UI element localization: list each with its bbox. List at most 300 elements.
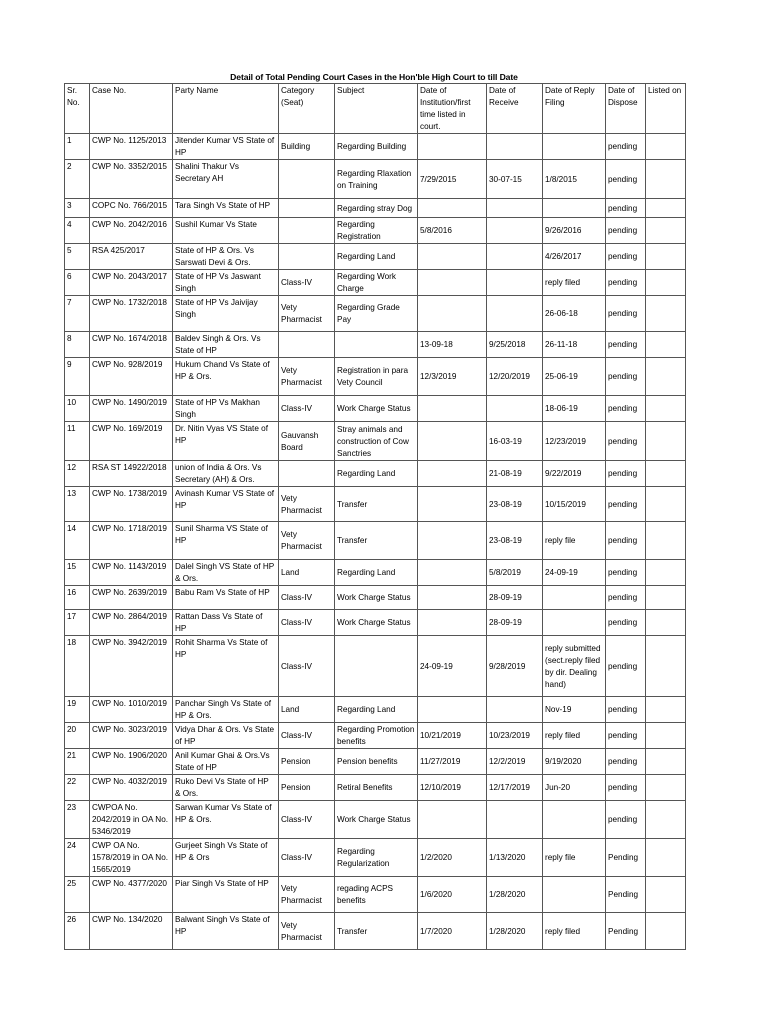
- cell-receive: 23-08-19: [487, 487, 543, 522]
- cell-dispose: pending: [606, 560, 646, 586]
- cell-case: CWP No. 2043/2017: [90, 270, 173, 296]
- cell-party: Rohit Sharma Vs State of HP: [173, 636, 279, 697]
- cell-listed: [646, 839, 686, 877]
- cell-sr: 23: [65, 801, 90, 839]
- cell-receive: 1/28/2020: [487, 877, 543, 913]
- cell-case: RSA ST 14922/2018: [90, 461, 173, 487]
- cell-subject: Work Charge Status: [335, 610, 418, 636]
- cell-institution: 13-09-18: [418, 332, 487, 358]
- table-row: [65, 461, 686, 487]
- cell-reply: reply filed: [543, 913, 606, 950]
- cell-party: Tara Singh Vs State of HP: [173, 199, 279, 218]
- cell-case: CWP No. 4377/2020: [90, 877, 173, 913]
- cell-reply: 9/19/2020: [543, 749, 606, 775]
- table-row: [65, 877, 686, 913]
- cell-subject: regading ACPS benefits: [335, 877, 418, 913]
- cell-category: Vety Pharmacist: [279, 877, 335, 913]
- cell-subject: Regarding Registration: [335, 218, 418, 244]
- cell-listed: [646, 749, 686, 775]
- cell-party: Dalel Singh VS State of HP & Ors.: [173, 560, 279, 586]
- cell-case: CWP No. 1490/2019: [90, 396, 173, 422]
- cell-party: Shalini Thakur Vs Secretary AH: [173, 160, 279, 199]
- cell-category: Gauvansh Board: [279, 422, 335, 461]
- cell-receive: 1/13/2020: [487, 839, 543, 877]
- cell-sr: 3: [65, 199, 90, 218]
- cell-case: CWP No. 1906/2020: [90, 749, 173, 775]
- header-sr-no: Sr. No.: [65, 84, 90, 134]
- cell-dispose: pending: [606, 296, 646, 332]
- cell-receive: 1/28/2020: [487, 913, 543, 950]
- cell-institution: 5/8/2016: [418, 218, 487, 244]
- cell-institution: [418, 586, 487, 610]
- cell-case: CWP No. 1732/2018: [90, 296, 173, 332]
- cell-party: Vidya Dhar & Ors. Vs State of HP: [173, 723, 279, 749]
- cell-reply: [543, 801, 606, 839]
- cell-subject: Registration in para Vety Council: [335, 358, 418, 396]
- cell-dispose: pending: [606, 697, 646, 723]
- cell-institution: 1/2/2020: [418, 839, 487, 877]
- cell-party: State of HP Vs Makhan Singh: [173, 396, 279, 422]
- table-row: [65, 199, 686, 218]
- cell-subject: Regarding Promotion benefits: [335, 723, 418, 749]
- cell-receive: [487, 244, 543, 270]
- cell-institution: [418, 270, 487, 296]
- cell-institution: 12/10/2019: [418, 775, 487, 801]
- cell-sr: 2: [65, 160, 90, 199]
- table-row: [65, 610, 686, 636]
- cell-subject: [335, 332, 418, 358]
- cell-reply: [543, 877, 606, 913]
- cell-category: [279, 244, 335, 270]
- cell-subject: Regarding Building: [335, 134, 418, 160]
- cell-listed: [646, 877, 686, 913]
- cell-category: Class-IV: [279, 396, 335, 422]
- cell-dispose: pending: [606, 775, 646, 801]
- cell-institution: [418, 134, 487, 160]
- cell-category: [279, 218, 335, 244]
- cell-sr: 6: [65, 270, 90, 296]
- cell-category: Vety Pharmacist: [279, 296, 335, 332]
- cell-listed: [646, 560, 686, 586]
- cell-reply: [543, 586, 606, 610]
- cell-receive: [487, 199, 543, 218]
- cell-reply: 4/26/2017: [543, 244, 606, 270]
- cell-listed: [646, 270, 686, 296]
- table-row: [65, 487, 686, 522]
- cell-listed: [646, 913, 686, 950]
- cell-category: Class-IV: [279, 839, 335, 877]
- cell-reply: 25-06-19: [543, 358, 606, 396]
- cell-reply: 1/8/2015: [543, 160, 606, 199]
- cell-institution: [418, 801, 487, 839]
- cell-receive: 23-08-19: [487, 522, 543, 560]
- cell-reply: 9/22/2019: [543, 461, 606, 487]
- cell-listed: [646, 801, 686, 839]
- cell-sr: 10: [65, 396, 90, 422]
- table-row: [65, 723, 686, 749]
- cell-dispose: pending: [606, 199, 646, 218]
- cell-subject: Regarding Grade Pay: [335, 296, 418, 332]
- table-row: [65, 270, 686, 296]
- cell-reply: [543, 610, 606, 636]
- cell-category: Pension: [279, 775, 335, 801]
- cell-receive: [487, 296, 543, 332]
- header-listed-on: Listed on: [646, 84, 686, 134]
- cell-listed: [646, 244, 686, 270]
- cell-sr: 15: [65, 560, 90, 586]
- cell-party: Sarwan Kumar Vs State of HP & Ors.: [173, 801, 279, 839]
- cell-listed: [646, 610, 686, 636]
- cell-party: Avinash Kumar VS State of HP: [173, 487, 279, 522]
- cell-reply: Nov-19: [543, 697, 606, 723]
- cell-sr: 12: [65, 461, 90, 487]
- cell-category: Class-IV: [279, 636, 335, 697]
- document-title: Detail of Total Pending Court Cases in the Hon'ble High Court to till Date: [230, 72, 518, 82]
- cell-receive: [487, 801, 543, 839]
- cell-case: CWP No. 2864/2019: [90, 610, 173, 636]
- cell-dispose: pending: [606, 332, 646, 358]
- cell-listed: [646, 522, 686, 560]
- cell-listed: [646, 358, 686, 396]
- cell-sr: 7: [65, 296, 90, 332]
- cell-sr: 18: [65, 636, 90, 697]
- cell-reply: reply filed: [543, 270, 606, 296]
- cell-reply: 9/26/2016: [543, 218, 606, 244]
- cell-case: CWP No. 1143/2019: [90, 560, 173, 586]
- cell-listed: [646, 775, 686, 801]
- cell-category: Pension: [279, 749, 335, 775]
- cell-party: union of India & Ors. Vs Secretary (AH) & Ors.: [173, 461, 279, 487]
- cell-dispose: pending: [606, 270, 646, 296]
- cell-sr: 1: [65, 134, 90, 160]
- cell-institution: [418, 461, 487, 487]
- cell-listed: [646, 487, 686, 522]
- cell-listed: [646, 160, 686, 199]
- table-row: [65, 218, 686, 244]
- cell-subject: Regarding Land: [335, 461, 418, 487]
- cell-listed: [646, 461, 686, 487]
- cell-dispose: Pending: [606, 877, 646, 913]
- cell-receive: [487, 218, 543, 244]
- cell-subject: Regarding Land: [335, 244, 418, 270]
- cell-case: CWP No. 1010/2019: [90, 697, 173, 723]
- cell-sr: 16: [65, 586, 90, 610]
- cell-subject: Transfer: [335, 913, 418, 950]
- table-row: [65, 801, 686, 839]
- cell-sr: 8: [65, 332, 90, 358]
- cell-case: CWP No. 2639/2019: [90, 586, 173, 610]
- cell-party: State of HP Vs Jaswant Singh: [173, 270, 279, 296]
- cell-party: Baldev Singh & Ors. Vs State of HP: [173, 332, 279, 358]
- table-row: [65, 134, 686, 160]
- table-row: [65, 586, 686, 610]
- cell-receive: 30-07-15: [487, 160, 543, 199]
- cell-dispose: pending: [606, 422, 646, 461]
- header-date-of-dispose: Date of Dispose: [606, 84, 646, 134]
- cell-institution: 1/7/2020: [418, 913, 487, 950]
- cell-dispose: pending: [606, 636, 646, 697]
- header-date-of-receive: Date of Receive: [487, 84, 543, 134]
- cell-subject: Stray animals and construction of Cow Sanctries: [335, 422, 418, 461]
- cell-reply: 10/15/2019: [543, 487, 606, 522]
- cell-sr: 25: [65, 877, 90, 913]
- cell-dispose: pending: [606, 358, 646, 396]
- cell-dispose: pending: [606, 160, 646, 199]
- cell-case: CWP No. 1674/2018: [90, 332, 173, 358]
- cell-party: Balwant Singh Vs State of HP: [173, 913, 279, 950]
- cell-receive: 9/25/2018: [487, 332, 543, 358]
- cell-party: Sunil Sharma VS State of HP: [173, 522, 279, 560]
- pending-cases-table: [64, 83, 686, 950]
- cell-category: Land: [279, 560, 335, 586]
- cell-category: [279, 160, 335, 199]
- header-case-no: Case No.: [90, 84, 173, 134]
- table-row: [65, 160, 686, 199]
- cell-dispose: pending: [606, 487, 646, 522]
- cell-receive: 28-09-19: [487, 610, 543, 636]
- header-row: [65, 84, 686, 134]
- cell-subject: Regarding Regularization: [335, 839, 418, 877]
- cell-institution: [418, 522, 487, 560]
- cell-case: CWP No. 928/2019: [90, 358, 173, 396]
- cell-case: CWPOA No. 2042/2019 in OA No. 5346/2019: [90, 801, 173, 839]
- cell-receive: 21-08-19: [487, 461, 543, 487]
- cell-reply: reply filed: [543, 723, 606, 749]
- cell-dispose: pending: [606, 134, 646, 160]
- table-row: [65, 560, 686, 586]
- header-date-of-institution: Date of Institution/first time listed in court.: [418, 84, 487, 134]
- cell-sr: 22: [65, 775, 90, 801]
- cell-party: State of HP Vs Jaivijay Singh: [173, 296, 279, 332]
- table-row: [65, 358, 686, 396]
- cell-receive: 28-09-19: [487, 586, 543, 610]
- cell-dispose: pending: [606, 396, 646, 422]
- cell-category: [279, 332, 335, 358]
- cell-category: Class-IV: [279, 586, 335, 610]
- cell-sr: 14: [65, 522, 90, 560]
- cell-case: CWP No. 1738/2019: [90, 487, 173, 522]
- cell-case: RSA 425/2017: [90, 244, 173, 270]
- cell-institution: [418, 560, 487, 586]
- cell-institution: 12/3/2019: [418, 358, 487, 396]
- cell-reply: reply file: [543, 522, 606, 560]
- table-row: [65, 396, 686, 422]
- header-subject: Subject: [335, 84, 418, 134]
- cell-listed: [646, 218, 686, 244]
- cell-reply: 26-06-18: [543, 296, 606, 332]
- table-row: [65, 332, 686, 358]
- cell-party: Jitender Kumar VS State of HP: [173, 134, 279, 160]
- cell-receive: 12/2/2019: [487, 749, 543, 775]
- cell-sr: 9: [65, 358, 90, 396]
- cell-subject: Regarding Land: [335, 560, 418, 586]
- cell-sr: 5: [65, 244, 90, 270]
- table-row: [65, 749, 686, 775]
- cell-sr: 20: [65, 723, 90, 749]
- cell-institution: 10/21/2019: [418, 723, 487, 749]
- cell-reply: [543, 199, 606, 218]
- cell-case: CWP No. 2042/2016: [90, 218, 173, 244]
- cell-receive: 9/28/2019: [487, 636, 543, 697]
- cell-listed: [646, 636, 686, 697]
- table-row: [65, 839, 686, 877]
- cell-party: Sushil Kumar Vs State: [173, 218, 279, 244]
- cell-listed: [646, 332, 686, 358]
- cell-subject: Pension benefits: [335, 749, 418, 775]
- table-row: [65, 913, 686, 950]
- cell-subject: Work Charge Status: [335, 396, 418, 422]
- table-row: [65, 697, 686, 723]
- cell-subject: Regarding stray Dog: [335, 199, 418, 218]
- cell-case: CWP No. 3942/2019: [90, 636, 173, 697]
- cell-dispose: pending: [606, 218, 646, 244]
- cell-institution: 1/6/2020: [418, 877, 487, 913]
- cell-reply: reply file: [543, 839, 606, 877]
- cell-receive: [487, 134, 543, 160]
- cell-dispose: Pending: [606, 913, 646, 950]
- header-category: Category (Seat): [279, 84, 335, 134]
- cell-listed: [646, 199, 686, 218]
- cell-listed: [646, 697, 686, 723]
- cell-receive: 10/23/2019: [487, 723, 543, 749]
- cell-subject: Work Charge Status: [335, 586, 418, 610]
- cell-party: Ruko Devi Vs State of HP & Ors.: [173, 775, 279, 801]
- cell-reply: [543, 134, 606, 160]
- cell-institution: 7/29/2015: [418, 160, 487, 199]
- cell-category: Vety Pharmacist: [279, 358, 335, 396]
- cell-case: COPC No. 766/2015: [90, 199, 173, 218]
- cell-subject: Work Charge Status: [335, 801, 418, 839]
- cell-category: Vety Pharmacist: [279, 522, 335, 560]
- cell-dispose: Pending: [606, 839, 646, 877]
- cell-institution: 24-09-19: [418, 636, 487, 697]
- cell-category: [279, 461, 335, 487]
- cell-listed: [646, 422, 686, 461]
- table-body: [65, 84, 686, 950]
- cell-listed: [646, 134, 686, 160]
- cell-receive: [487, 396, 543, 422]
- cell-institution: [418, 199, 487, 218]
- cell-institution: [418, 487, 487, 522]
- table-row: [65, 636, 686, 697]
- cell-dispose: pending: [606, 801, 646, 839]
- cell-sr: 24: [65, 839, 90, 877]
- cell-listed: [646, 296, 686, 332]
- cell-category: Class-IV: [279, 270, 335, 296]
- cell-category: [279, 199, 335, 218]
- cell-receive: [487, 270, 543, 296]
- cell-party: Rattan Dass Vs State of HP: [173, 610, 279, 636]
- cell-subject: Transfer: [335, 522, 418, 560]
- table-row: [65, 522, 686, 560]
- header-date-of-reply-filing: Date of Reply Filing: [543, 84, 606, 134]
- cell-case: CWP No. 134/2020: [90, 913, 173, 950]
- table-row: [65, 244, 686, 270]
- cell-subject: [335, 636, 418, 697]
- cell-dispose: pending: [606, 244, 646, 270]
- cell-category: Vety Pharmacist: [279, 487, 335, 522]
- cell-subject: Regarding Land: [335, 697, 418, 723]
- cell-sr: 11: [65, 422, 90, 461]
- header-party-name: Party Name: [173, 84, 279, 134]
- cell-category: Class-IV: [279, 723, 335, 749]
- cell-reply: 26-11-18: [543, 332, 606, 358]
- cell-reply: 24-09-19: [543, 560, 606, 586]
- cell-party: Anil Kumar Ghai & Ors.Vs State of HP: [173, 749, 279, 775]
- cell-case: CWP No. 3023/2019: [90, 723, 173, 749]
- cell-case: CWP OA No. 1578/2019 in OA No. 1565/2019: [90, 839, 173, 877]
- table-row: [65, 422, 686, 461]
- cell-category: Building: [279, 134, 335, 160]
- cell-dispose: pending: [606, 586, 646, 610]
- cell-receive: 12/20/2019: [487, 358, 543, 396]
- cell-subject: Regarding Rlaxation on Training: [335, 160, 418, 199]
- cell-case: CWP No. 3352/2015: [90, 160, 173, 199]
- cell-sr: 21: [65, 749, 90, 775]
- cell-institution: 11/27/2019: [418, 749, 487, 775]
- cell-case: CWP No. 4032/2019: [90, 775, 173, 801]
- cell-sr: 26: [65, 913, 90, 950]
- cell-institution: [418, 697, 487, 723]
- cell-sr: 19: [65, 697, 90, 723]
- cell-receive: 12/17/2019: [487, 775, 543, 801]
- cell-subject: Transfer: [335, 487, 418, 522]
- cell-subject: Regarding Work Charge: [335, 270, 418, 296]
- cell-receive: 5/8/2019: [487, 560, 543, 586]
- cell-category: Vety Pharmacist: [279, 913, 335, 950]
- cell-category: Class-IV: [279, 610, 335, 636]
- cell-listed: [646, 586, 686, 610]
- cell-listed: [646, 396, 686, 422]
- cell-reply: reply submitted (sect.reply filed by dir. Dealing hand): [543, 636, 606, 697]
- cell-listed: [646, 723, 686, 749]
- cell-institution: [418, 244, 487, 270]
- cell-dispose: pending: [606, 522, 646, 560]
- cell-sr: 4: [65, 218, 90, 244]
- cell-category: Class-IV: [279, 801, 335, 839]
- cell-institution: [418, 296, 487, 332]
- cell-party: Dr. Nitin Vyas VS State of HP: [173, 422, 279, 461]
- cell-case: CWP No. 169/2019: [90, 422, 173, 461]
- cell-receive: [487, 697, 543, 723]
- table-row: [65, 296, 686, 332]
- cell-party: State of HP & Ors. Vs Sarswati Devi & Ors.: [173, 244, 279, 270]
- cell-reply: 12/23/2019: [543, 422, 606, 461]
- cell-dispose: pending: [606, 749, 646, 775]
- cell-institution: [418, 396, 487, 422]
- cell-reply: Jun-20: [543, 775, 606, 801]
- cell-party: Panchar Singh Vs State of HP & Ors.: [173, 697, 279, 723]
- cell-category: Land: [279, 697, 335, 723]
- cell-receive: 16-03-19: [487, 422, 543, 461]
- cell-institution: [418, 610, 487, 636]
- cell-party: Gurjeet Singh Vs State of HP & Ors: [173, 839, 279, 877]
- cell-case: CWP No. 1125/2013: [90, 134, 173, 160]
- cell-dispose: pending: [606, 610, 646, 636]
- cell-case: CWP No. 1718/2019: [90, 522, 173, 560]
- cell-party: Hukum Chand Vs State of HP & Ors.: [173, 358, 279, 396]
- cell-dispose: pending: [606, 461, 646, 487]
- cell-institution: [418, 422, 487, 461]
- cell-subject: Retiral Benefits: [335, 775, 418, 801]
- cell-party: Babu Ram Vs State of HP: [173, 586, 279, 610]
- cell-sr: 13: [65, 487, 90, 522]
- cell-sr: 17: [65, 610, 90, 636]
- table-row: [65, 775, 686, 801]
- cell-reply: 18-06-19: [543, 396, 606, 422]
- cell-party: Piar Singh Vs State of HP: [173, 877, 279, 913]
- cell-dispose: pending: [606, 723, 646, 749]
